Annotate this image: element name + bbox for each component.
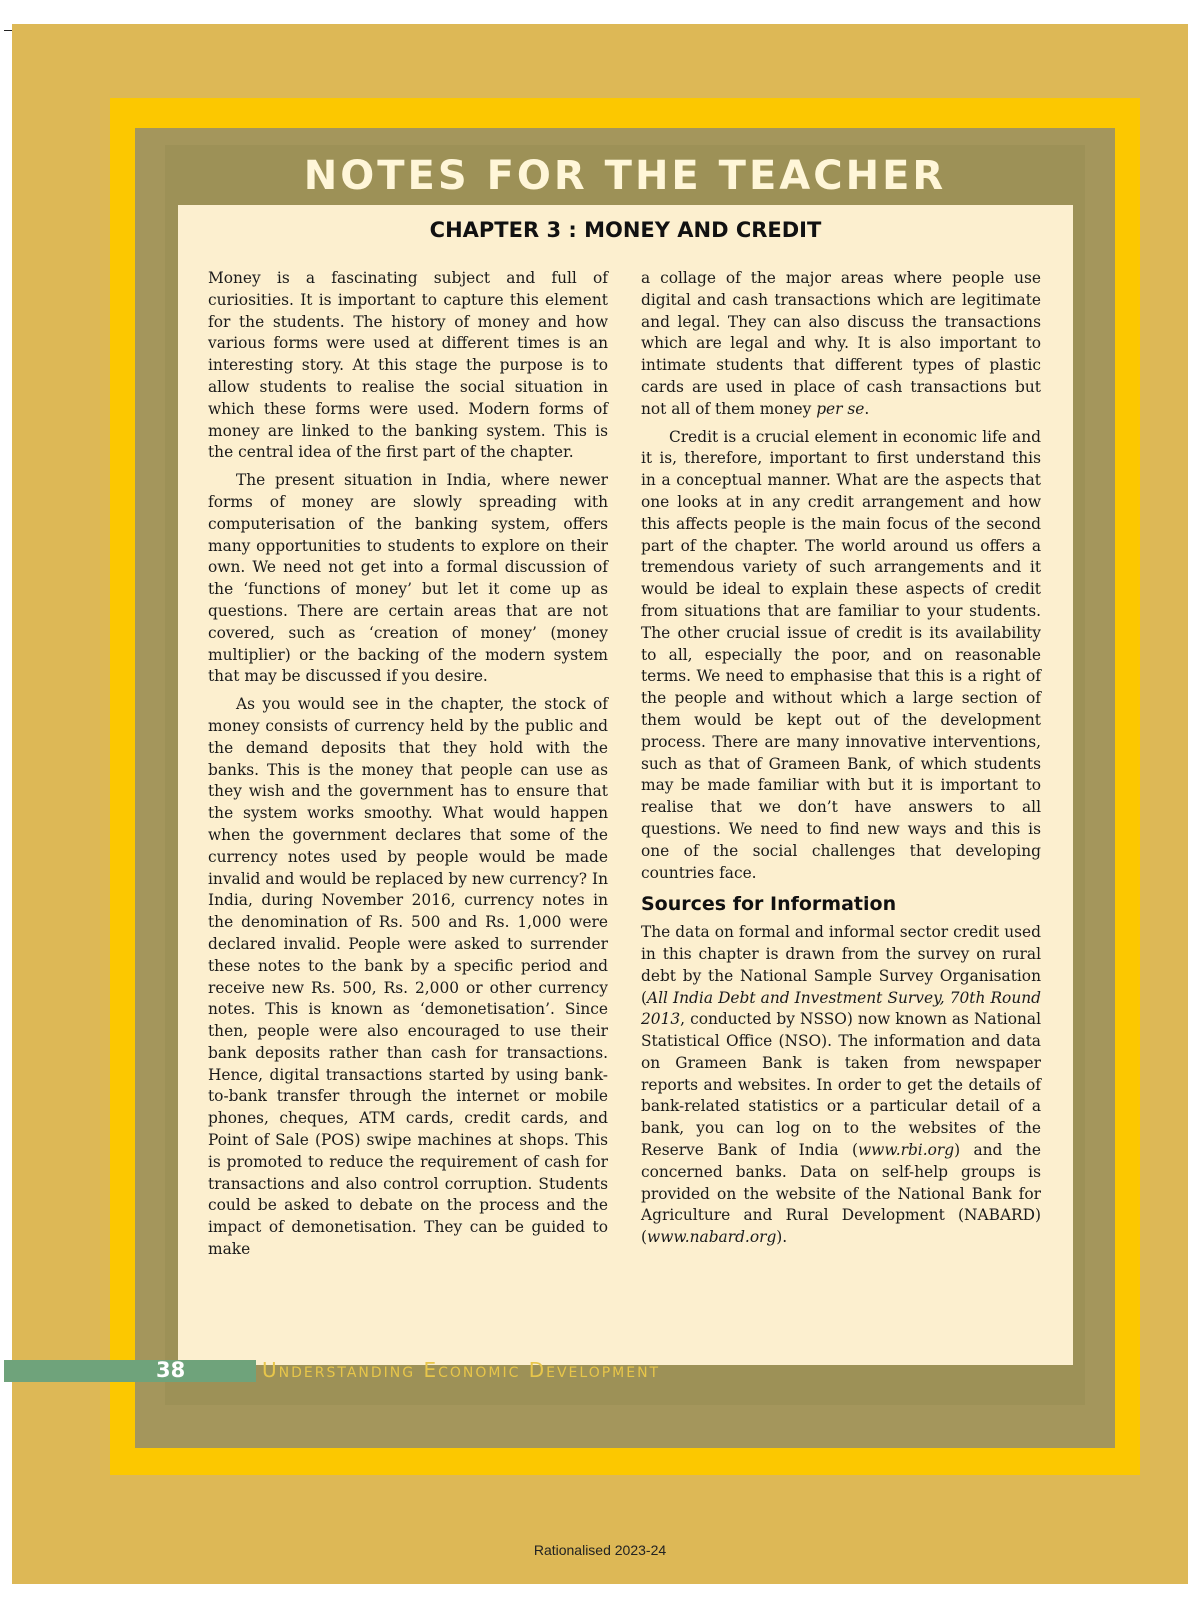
italic-span: www.nabard.org [647,1228,777,1247]
paragraph: As you would see in the chapter, the stock of money consists of currency held by the public and the demand deposits that they hold with the banks. This is the money that people can use as they wish and the government has to ensure that the system works smoothy. What would happen when the government declares that some of the currency notes used by people would be made invalid and would be replaced by new currency? In India, during November 2016, currency notes in the denomination of Rs. 500 and Rs. 1,000 were declared invalid. People were asked to surrender these notes to the bank by a specific period and receive new Rs. 500, Rs. 2,000 or other currency notes. This is known as ‘demonetisation’. Since then, people were also encouraged to use their bank deposits rather than cash for transactions. Hence, digital transactions started by using bank-to-bank transfer through the internet or mobile phones, cheques, ATM cards, credit cards, and Point of Sale (POS) swipe machines at shops. This is promoted to reduce the requirement of cash for transactions and also control corruption. Students could be asked to debate on the process and the impact of demonetisation. They can be guided to make [208,695,608,1259]
right-column [641,268,1041,1255]
italic-span: www.rbi.org [858,1141,955,1160]
page-number: 38 [156,1358,186,1382]
text-span: ). [776,1228,788,1247]
text-span: a collage of the major areas where people use digital and cash transactions which are legitimate and legal. They can also discuss the transactions which are legal and why. It is also important to intimate students that different types of plastic cards are used in place of cash transactions but not all of them money [641,269,1041,418]
paragraph [641,268,1041,421]
notes-title: NOTES FOR THE TEACHER [303,153,947,199]
paragraph: The present situation in India, where newer forms of money are slowly spreading with computerisation of the banking system, offers many opportunities to students to explore on their own. We need not get into a formal discussion of the ‘functions of money’ but let it come up as questions. There are certain areas that are not covered, such as ‘creation of money’ (money multiplier) or the backing of the modern system that may be discussed if you desire. [208,471,608,686]
book-title: Understanding Economic Development [262,1358,661,1382]
sources-heading: Sources for Information [641,893,897,916]
left-column [208,268,608,1267]
paragraph: Money is a fascinating subject and full of curiosities. It is important to capture this element for the students. The history of money and how various forms were used at different times is an interesting story. At this stage the purpose is to allow students to realise the social situation in which these forms were used. Modern forms of money are linked to the banking system. This is the central idea of the first part of the chapter. [208,269,608,462]
text-span: The data on formal and informal sector credit used in this chapter is drawn from the survey on rural debt by the National Sample Survey Organisation ( [641,923,1041,1007]
italic-span: All India Debt and Investment Survey, 70th Round 2013 [641,988,1041,1029]
text-span: , conducted by NSSO) now known as National Statistical Office (NSO). The information and data on Grameen Bank is taken from newspaper reports and websites. In order to get the details of bank-related statistics or a particular detail of a bank, you can log on to the websites of the Reserve Bank of India ( [641,1010,1041,1160]
footer-strip [4,1360,256,1382]
chapter-title: CHAPTER 3 : MONEY AND CREDIT [429,218,822,242]
text-span: ) and the concerned banks. Data on self-help groups is provided on the website of the National Bank for Agriculture and Rural Development (NABARD) ( [641,1141,1041,1247]
rationalised-note: Rationalised 2023-24 [533,1542,667,1558]
italic-span: per se [816,399,865,418]
paragraph: Credit is a crucial element in economic life and it is, therefore, important to first understand this in a conceptual manner. What are the aspects that one looks at in any credit arrangement and how this affects people is the main focus of the second part of the chapter. The world around us offers a tremendous variety of such arrangements and it would be ideal to explain these aspects of credit from situations that are familiar to your students. The other crucial issue of credit is its availability to all, especially the poor, and on reasonable terms. We need to emphasise that this is a right of the people and without which a large section of them would be kept out of the development process. There are many innovative interventions, such as that of Grameen Bank, of which students may be made familiar with but it is important to realise that we don’t have answers to all questions. We need to find new ways and this is one of the social challenges that developing countries face. [641,427,1041,882]
text-span: . [864,399,870,418]
paragraph [641,922,1041,1249]
